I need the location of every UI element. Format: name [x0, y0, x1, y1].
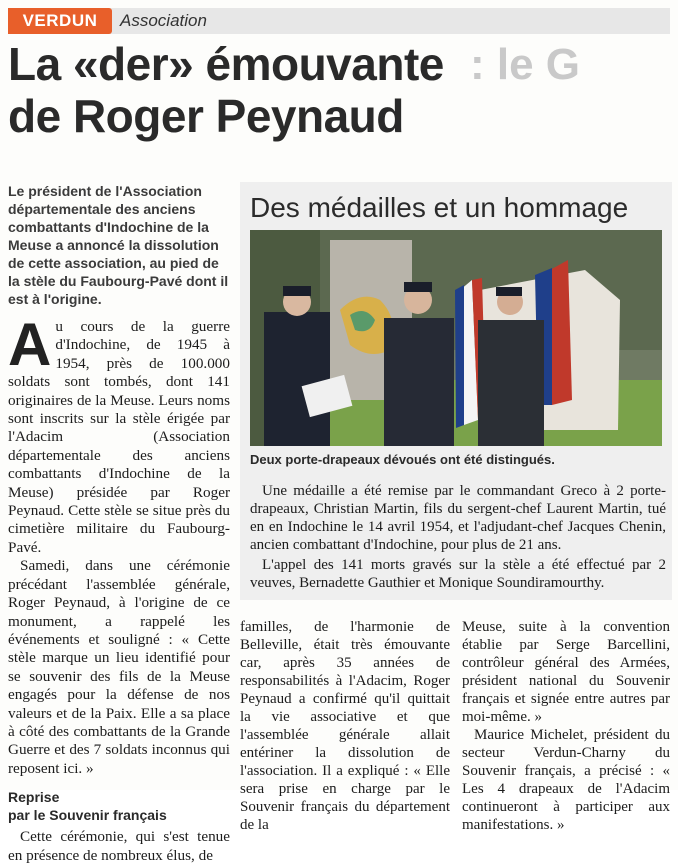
section-tag: VERDUN — [8, 8, 112, 34]
box-text — [250, 482, 666, 594]
box-paragraph-2: L'appel des 141 morts gravés sur la stèle a été effectué par 2 veuves, Bernadette Gauthier et Monique Soundiramourthy. — [250, 557, 666, 591]
article-column-left — [8, 311, 230, 865]
section-bar — [8, 8, 670, 34]
sidebar-box — [240, 182, 672, 600]
bleed-through-strip — [240, 600, 672, 614]
box-title: Des médailles et un hommage — [250, 192, 629, 223]
drop-cap: A — [8, 311, 52, 378]
article-column-middle — [240, 618, 450, 834]
article-paragraph-right-1: Meuse, suite à la convention établie par Serge Barcellini, contrôleur général des Armées, président national du Souvenir français et signée entre autres par moi-même. » — [462, 619, 670, 725]
headline-line-2: de Roger Peynaud — [8, 90, 404, 142]
rubric-label: Association — [120, 11, 207, 30]
bleed-through-heading: : le G — [470, 40, 581, 89]
article-column-right — [462, 618, 670, 834]
box-paragraph-1: Une médaille a été remise par le commandant Greco à 2 porte-drapeaux, Christian Martin, fils du sergent-chef Laurent Martin, tué en en Indochine le 14 avril 1954, et l'adjudant-chef Jacques Chenin, ancien combattant d'Indochine, pour plus de 21 ans. — [250, 483, 666, 553]
article-paragraph-1: Au cours de la guerre d'Indochine, de 1945 à 1954, près de 100.000 soldats sont tombés, dont 141 originaires de la Meuse. Leurs noms sont inscrits sur la stèle érigée par l'Adacim (Association départementale des anciens combattants d'Indochine de la Meuse) présidée par Roger Peynaud. Cette stèle se situe près du cimetière militaire du Faubourg-Pavé. — [8, 311, 230, 556]
ceremony-photo — [250, 230, 662, 446]
headline — [8, 38, 448, 142]
headline-line-1: La «der» émouvante — [8, 38, 444, 90]
article-subhead: Reprise par le Souvenir français — [8, 789, 167, 824]
article-paragraph-2: Samedi, dans une cérémonie précédant l'assemblée générale, Roger Peynaud, à l'origine de ce monument, a rappelé les événements et souligné : « Cette stèle marque un lieu identifié pour se souvenir des fils de la Meuse engagés pour la défense de nos valeurs et de la Paix. Elle a sa place à côté des combattants de la Grande Guerre et des 7 soldats inconnus qui reposent ici. » — [8, 557, 230, 777]
article-paragraph-right-2: Maurice Michelet, président du secteur Verdun-Charny du Souvenir français, a précisé : « Les 4 drapeaux de l'Adacim continueront à participer aux manifestations. » — [462, 727, 670, 833]
article-paragraph-3: Cette cérémonie, qui s'est tenue en présence de nombreux élus, de — [8, 828, 230, 864]
photo-caption: Deux porte-drapeaux dévoués ont été distingués. — [250, 452, 555, 467]
article-lead: Le président de l'Association départementale des anciens combattants d'Indochine de la Meuse a annoncé la dissolution de cette association, au pied de la stèle du Faubourg-Pavé dont il est à l'origine. — [8, 183, 229, 307]
article-paragraph-mid: familles, de l'harmonie de Belleville, était très émouvante car, après 35 années de responsabilités à l'Adacim, Roger Peynaud a confirmé qu'il quittait la vie associative et que l'assemblée générale allait entériner la dissolution de l'association. Il a expliqué : « Elle sera prise en charge par le Souvenir français du département de la — [240, 619, 450, 833]
